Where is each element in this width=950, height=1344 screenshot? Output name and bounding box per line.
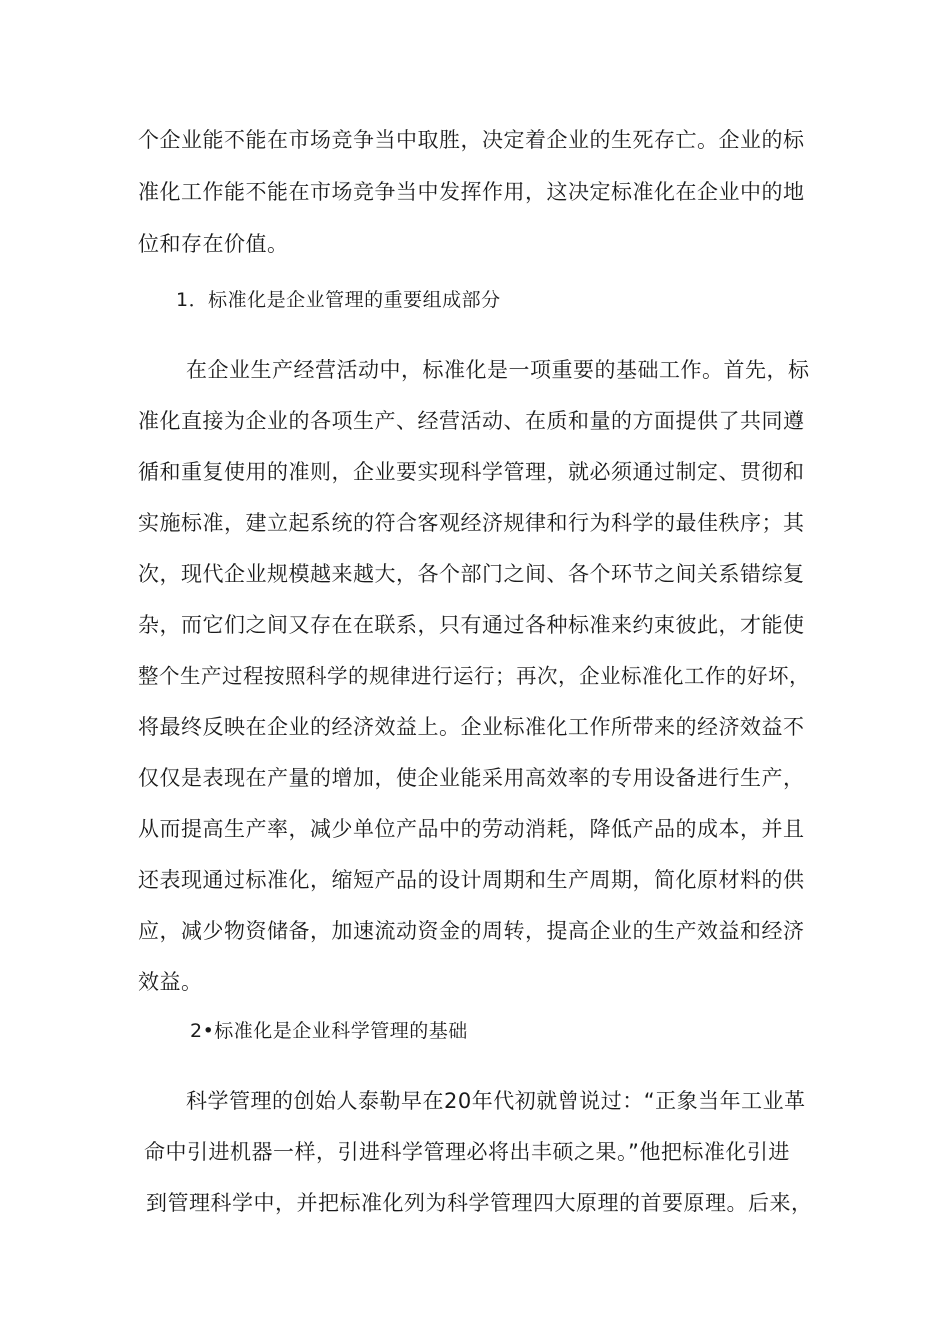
section-1-line-1: 在企业生产经营活动中，标准化是一项重要的基础工作。首先，标 <box>186 358 810 382</box>
section-1-line-9: 仅仅是表现在产量的增加，使企业能采用高效率的专用设备进行生产， <box>138 766 805 790</box>
section-1-heading: 1．标准化是企业管理的重要组成部分 <box>176 289 501 311</box>
section-2-line-2: 命中引进机器一样，引进科学管理必将出丰硕之果。”他把标准化引进 <box>144 1140 790 1164</box>
section-1-line-3: 循和重复使用的准则，企业要实现科学管理，就必须通过制定、贯彻和 <box>138 460 805 484</box>
intro-line-3: 位和存在价值。 <box>138 232 289 256</box>
section-1-line-4: 实施标准，建立起系统的符合客观经济规律和行为科学的最佳秩序；其 <box>138 511 805 535</box>
section-1-line-7: 整个生产过程按照科学的规律进行运行；再次，企业标准化工作的好坏， <box>138 664 810 688</box>
intro-line-2: 准化工作能不能在市场竞争当中发挥作用，这决定标准化在企业中的地 <box>138 180 805 204</box>
section-2-line-1: 科学管理的创始人泰勒早在20年代初就曾说过：“正象当年工业革 <box>186 1089 806 1113</box>
section-1-line-10: 从而提高生产率，减少单位产品中的劳动消耗，降低产品的成本，并且 <box>138 817 805 841</box>
section-1-line-6: 杂，而它们之间又存在在联系，只有通过各种标准来约束彼此，才能使 <box>138 613 805 637</box>
section-1-line-8: 将最终反映在企业的经济效益上。企业标准化工作所带来的经济效益不 <box>138 715 805 739</box>
section-1-line-13: 效益。 <box>138 970 203 994</box>
intro-line-1: 个企业能不能在市场竞争当中取胜，决定着企业的生死存亡。企业的标 <box>138 128 805 152</box>
section-1-line-2: 准化直接为企业的各项生产、经营活动、在质和量的方面提供了共同遵 <box>138 409 805 433</box>
section-1-line-12: 应，减少物资储备，加速流动资金的周转，提高企业的生产效益和经济 <box>138 919 805 943</box>
section-1-line-5: 次，现代企业规模越来越大，各个部门之间、各个环节之间关系错综复 <box>138 562 805 586</box>
section-2-heading: 2•标准化是企业科学管理的基础 <box>190 1020 468 1042</box>
section-2-line-3: 到管理科学中，并把标准化列为科学管理四大原理的首要原理。后来， <box>146 1191 813 1215</box>
section-1-line-11: 还表现通过标准化，缩短产品的设计周期和生产周期，简化原材料的供 <box>138 868 805 892</box>
